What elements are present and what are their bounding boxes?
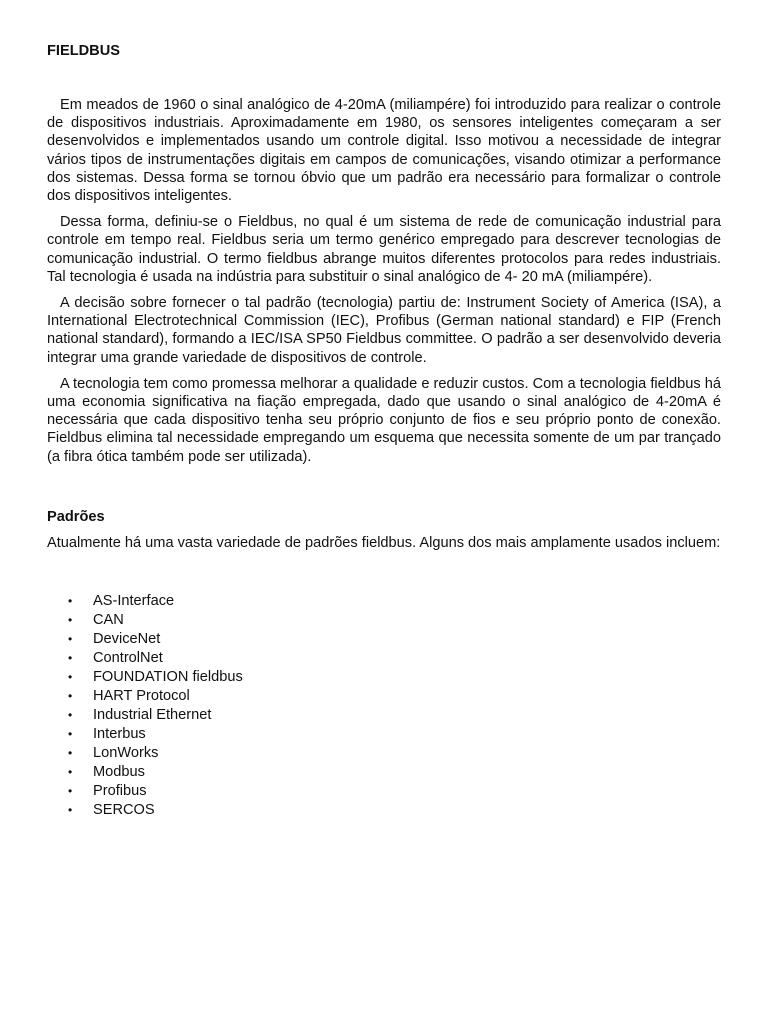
list-item-label: CAN	[93, 612, 124, 629]
intro-body	[47, 96, 721, 466]
bullet-icon: •	[68, 765, 73, 780]
list-item	[47, 668, 721, 687]
list-item-label: FOUNDATION fieldbus	[93, 669, 243, 686]
paragraph-3: A decisão sobre fornecer o tal padrão (tecnologia) partiu de: Instrument Society of America (ISA), a International Electrotechnical Commission (IEC), Profibus (German national standard) e FIP (French national standard), formando a IEC/ISA SP50 Fieldbus committee. O padrão a ser desenvolvido deveria integrar uma grande variedade de dispositivos de controle.	[47, 295, 721, 366]
list-item-label: LonWorks	[93, 745, 159, 762]
list-item-label: Interbus	[93, 726, 146, 743]
list-item	[47, 649, 721, 668]
list-item-label: AS-Interface	[93, 593, 175, 610]
document-title: FIELDBUS	[47, 43, 120, 59]
bullet-icon: •	[68, 689, 73, 704]
list-item-label: Profibus	[93, 783, 147, 800]
list-item-label: SERCOS	[93, 802, 155, 819]
bullet-icon: •	[68, 613, 73, 628]
list-item-label: HART Protocol	[93, 688, 190, 705]
document-page	[47, 42, 721, 820]
list-item	[47, 706, 721, 725]
bullet-icon: •	[68, 594, 73, 609]
list-item	[47, 725, 721, 744]
list-item-label: ControlNet	[93, 650, 163, 667]
section-lead: Atualmente há uma vasta variedade de padrões fieldbus. Alguns dos mais amplamente usados incluem:	[47, 534, 721, 551]
bullet-icon: •	[68, 803, 73, 818]
bullet-icon: •	[68, 784, 73, 799]
list-item	[47, 611, 721, 630]
list-item	[47, 687, 721, 706]
list-item	[47, 801, 721, 820]
bullet-icon: •	[68, 727, 73, 742]
list-item	[47, 763, 721, 782]
bullet-icon: •	[68, 651, 73, 666]
paragraph-4: A tecnologia tem como promessa melhorar a qualidade e reduzir custos. Com a tecnologia fieldbus há uma economia significativa na fiação empregada, dado que usando o sinal analógico de 4-20mA é necessária que cada dispositivo tenha seu próprio conjunto de fios e seu próprio ponto de conexão. Fieldbus elimina tal necessidade empregando um esquema que necessita somente de um par trançado (a fibra ótica também pode ser utilizada).	[47, 375, 721, 465]
list-item-label: Modbus	[93, 764, 145, 781]
paragraph-1: Em meados de 1960 o sinal analógico de 4-20mA (miliampére) foi introduzido para realizar o controle de dispositivos industriais. Aproximadamente em 1980, os sensores inteligentes começaram a ser desenvolvidos e implementados usando um controle digital. Isso motivou a necessidade de integrar vários tipos de instrumentações digitais em campos de comunicações, visando otimizar a performance dos sistemas. Dessa forma se tornou óbvio que um padrão era necessário para formalizar o controle dos dispositivos inteligentes.	[47, 97, 721, 205]
bullet-icon: •	[68, 670, 73, 685]
section-title: Padrões	[47, 508, 105, 525]
standards-list	[47, 592, 721, 820]
bullet-icon: •	[68, 632, 73, 647]
list-item	[47, 630, 721, 649]
list-item-label: Industrial Ethernet	[93, 707, 212, 724]
list-item	[47, 782, 721, 801]
list-item	[47, 744, 721, 763]
bullet-icon: •	[68, 708, 73, 723]
list-item-label: DeviceNet	[93, 631, 161, 648]
list-item	[47, 592, 721, 611]
bullet-icon: •	[68, 746, 73, 761]
paragraph-2: Dessa forma, definiu-se o Fieldbus, no qual é um sistema de rede de comunicação industrial para controle em tempo real. Fieldbus seria um termo genérico empregado para descrever tecnologias de comunicação industrial. O termo fieldbus abrange muitos diferentes protocolos para redes industriais. Tal tecnologia é usada na indústria para substituir o sinal analógico de 4- 20 mA (miliampére).	[47, 214, 721, 285]
